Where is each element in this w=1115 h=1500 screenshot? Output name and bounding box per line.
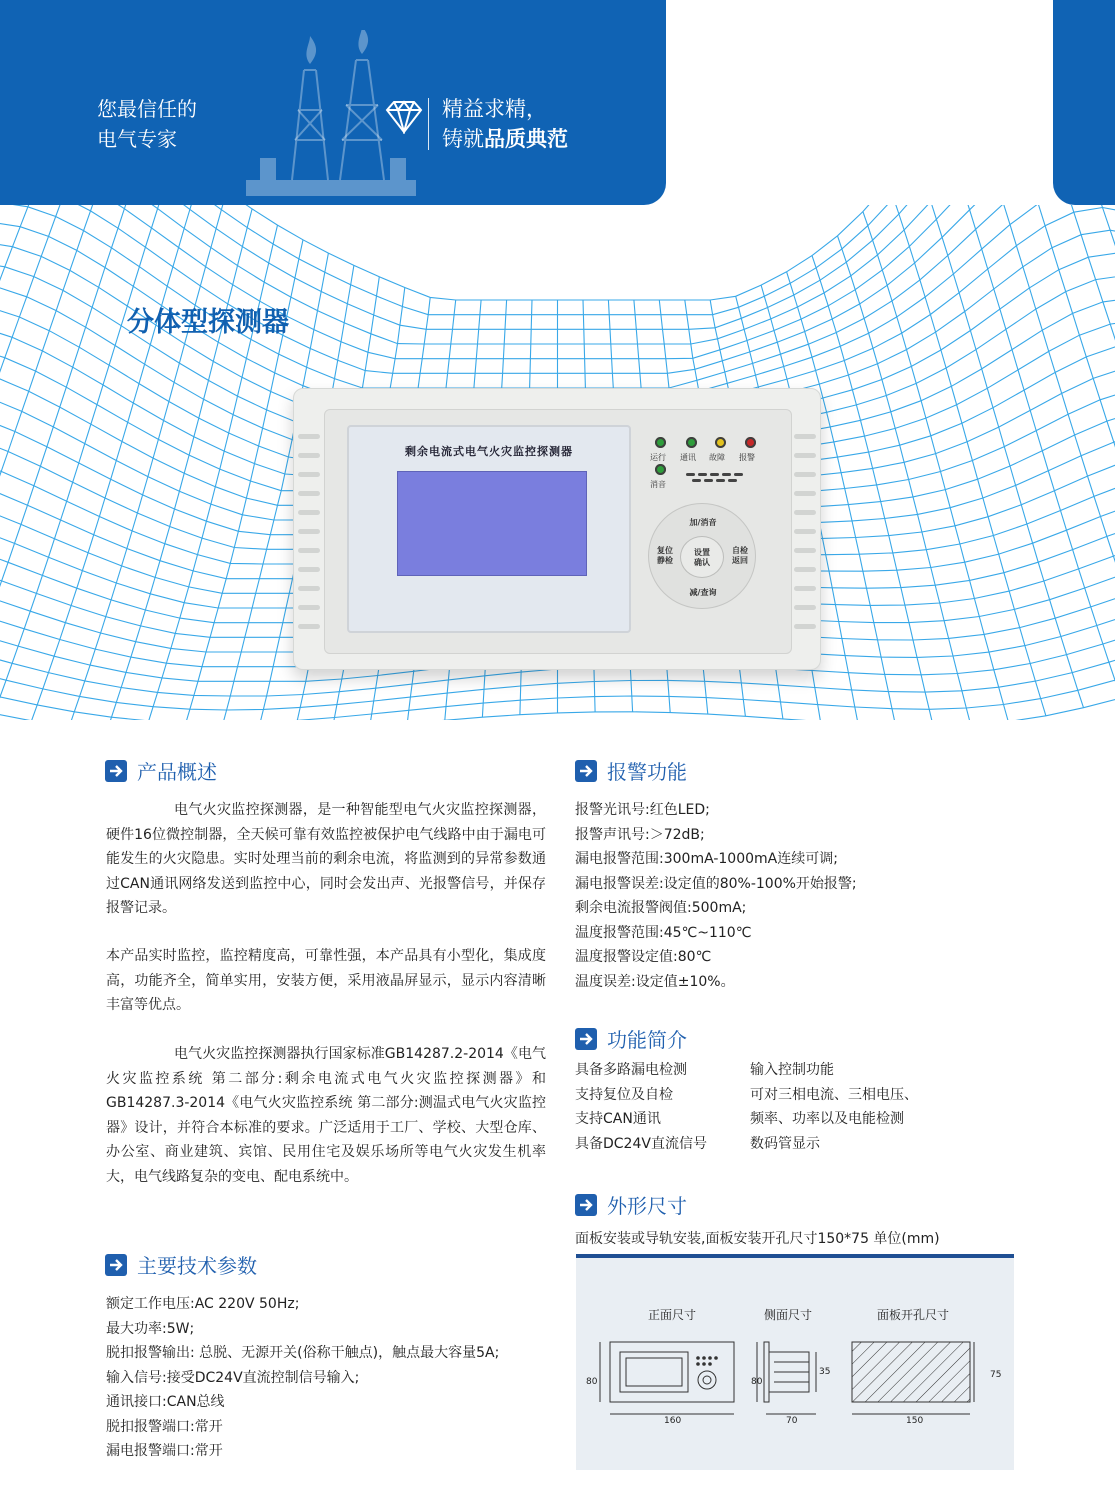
device-vent: [794, 434, 816, 439]
side-height-label: 80: [751, 1377, 763, 1387]
cutout-height-label: 75: [990, 1370, 1002, 1380]
dimensions-diagram: [576, 1254, 1014, 1470]
header-slogan: [442, 94, 568, 154]
section-alarm-title: 报警功能: [607, 760, 687, 784]
side-width-label: 70: [786, 1416, 798, 1426]
mesh-line: [914, 205, 1084, 708]
alarm-item: 温度报警范围:45℃~110℃: [575, 924, 752, 941]
slogan-prefix: 铸就: [442, 127, 484, 151]
device-vent: [794, 605, 816, 610]
button-up: 加/消音: [689, 518, 717, 527]
led-run: [655, 437, 666, 448]
function-item: 具备多路漏电检测: [575, 1062, 687, 1078]
slogan-bold: 品质典范: [484, 127, 568, 151]
section-overview-title: 产品概述: [137, 760, 217, 784]
device-vent: [298, 434, 320, 439]
led-label-fault: 故障: [709, 453, 725, 462]
mesh-line: [812, 256, 933, 727]
speaker-grille: [684, 471, 750, 485]
front-width-label: 160: [664, 1416, 682, 1426]
button-left-line-2: 静检: [657, 556, 673, 565]
device-vent: [794, 491, 816, 496]
led-label-mute: 消音: [650, 480, 666, 489]
label-side-view: 侧面尺寸: [764, 1308, 813, 1322]
section-functions-heading: [575, 1024, 687, 1053]
device-screen-frame: [347, 425, 631, 633]
function-item: 支持复位及自检: [575, 1086, 673, 1103]
alarm-item: 温度误差:设定值±10%。: [575, 973, 735, 990]
led-alarm: [745, 437, 756, 448]
diamond-icon: [385, 100, 423, 134]
tech-params-list: [106, 1292, 546, 1464]
device-vent: [298, 624, 320, 629]
dimensions-caption: 面板安装或导轨安装,面板安装开孔尺寸150*75 单位(mm): [575, 1231, 940, 1247]
mesh-line: [990, 205, 1115, 678]
arrow-right-icon: [575, 1194, 597, 1216]
tech-param-item: 脱扣报警端口:常开: [106, 1418, 223, 1435]
mesh-line: [0, 205, 125, 697]
slogan-line-1: 精益求精，: [442, 97, 547, 121]
function-item: 输入控制功能: [750, 1062, 834, 1078]
front-height-label: 80: [586, 1377, 598, 1387]
alarm-item: 报警声讯号:＞72dB;: [575, 826, 705, 843]
header-tagline: [97, 94, 197, 154]
arrow-right-icon: [575, 1028, 597, 1050]
function-item: 频率、功率以及电能检测: [750, 1111, 904, 1127]
button-left-line-1: 复位: [657, 546, 673, 555]
side-inner-label: 35: [819, 1367, 831, 1377]
cutout-width-label: 150: [906, 1416, 924, 1426]
tech-param-item: 最大功率:5W;: [106, 1320, 195, 1337]
tech-param-item: 通讯接口:CAN总线: [106, 1394, 225, 1410]
tech-param-item: 脱扣报警输出: 总脱、无源开关(俗称干触点)，触点最大容量5A;: [106, 1345, 500, 1361]
button-down: 减/查询: [689, 588, 717, 597]
device-vent: [298, 491, 320, 496]
button-right-line-2: 返回: [732, 556, 748, 565]
button-center: [680, 536, 724, 578]
device-vent: [298, 453, 320, 458]
device-vent: [794, 624, 816, 629]
function-item: 支持CAN通讯: [575, 1111, 661, 1127]
mesh-line: [1016, 205, 1115, 670]
device-vent: [298, 586, 320, 591]
device-vent: [794, 453, 816, 458]
device-vent: [298, 605, 320, 610]
button-center-label: [681, 548, 723, 568]
alarm-item: 漏电报警范围:300mA-1000mA连续可调;: [575, 851, 838, 867]
tech-param-item: 额定工作电压:AC 220V 50Hz;: [106, 1296, 300, 1312]
mesh-line: [0, 205, 1115, 315]
function-item: 具备DC24V直流信号: [575, 1135, 707, 1152]
header-divider: [428, 98, 429, 150]
arrow-right-icon: [575, 760, 597, 782]
device-vent: [298, 472, 320, 477]
overview-paragraph-1: 电气火灾监控探测器，是一种智能型电气火灾监控探测器，硬件16位微控制器，全天候可靠有效监控被保护电气线路中由于漏电可能发生的火灾隐患。实时处理当前的剩余电流，将监测到的异常参数通过CAN通讯网络发送到监控中心，同时会发出声、光报警信号，并保存报警记录。: [106, 802, 546, 916]
led-mute: [655, 464, 666, 475]
device-vent: [794, 529, 816, 534]
dimension-drawings: [576, 1258, 1014, 1470]
overview-paragraph-2: 本产品实时监控，监控精度高，可靠性强，本产品具有小型化，集成度高，功能齐全，简单实用，安装方便，采用液晶屏显示，显示内容清晰丰富等优点。: [106, 948, 546, 1013]
button-right-line-1: 自检: [732, 546, 748, 555]
function-item: 数码管显示: [750, 1135, 820, 1152]
device-vent: [298, 548, 320, 553]
section-dimensions-title: 外形尺寸: [607, 1194, 687, 1218]
button-center-line-2: 确认: [694, 558, 710, 567]
slogan-line-2: [442, 124, 568, 154]
button-right: [728, 546, 752, 566]
lcd-display: [397, 471, 587, 576]
tech-param-item: 漏电报警端口:常开: [106, 1443, 223, 1459]
section-overview-heading: [105, 756, 217, 785]
button-left: [653, 546, 677, 566]
led-label-alarm: 报警: [739, 453, 755, 462]
header-banner-right: [1053, 0, 1115, 205]
alarm-item: 报警光讯号:红色LED;: [575, 802, 710, 818]
device-vent: [298, 510, 320, 515]
alarm-item: 剩余电流报警阀值:500mA;: [575, 900, 747, 916]
led-label-comm: 通讯: [680, 453, 696, 462]
led-label-run: 运行: [650, 453, 666, 462]
arrow-right-icon: [105, 1254, 127, 1276]
device-vent: [794, 567, 816, 572]
tagline-line-1: 您最信任的: [97, 97, 197, 121]
label-cutout-view: 面板开孔尺寸: [877, 1308, 950, 1322]
device-vent: [298, 529, 320, 534]
device-vent: [794, 472, 816, 477]
led-fault: [715, 437, 726, 448]
mesh-line: [0, 205, 74, 684]
section-dimensions-heading: [575, 1190, 687, 1219]
device-vent: [794, 510, 816, 515]
section-tech-title: 主要技术参数: [137, 1254, 257, 1278]
device-vent: [298, 567, 320, 572]
device-screen-title: 剩余电流式电气火灾监控探测器: [405, 445, 573, 458]
section-tech-heading: [105, 1250, 257, 1279]
functions-col-2: [750, 1058, 1010, 1156]
detector-device-image: [293, 388, 821, 670]
tagline-line-2: 电气专家: [97, 127, 177, 151]
alarm-item: 温度报警设定值:80℃: [575, 949, 712, 965]
overview-paragraph-3: 电气火灾监控探测器执行国家标准GB14287.2-2014《电气火灾监控系统 第二部分:剩余电流式电气火灾监控探测器》和GB14287.3-2014《电气火灾监控系统 第二部分:测温式电气火灾监控器》设计，并符合本标准的要求。广泛适用于工厂、学校、大型仓库、办公室、商业建筑、宾馆、民用住宅及娱乐场所等电气火灾发生机率大，电气线路复杂的变电、配电系统中。: [106, 1046, 546, 1185]
device-vent: [794, 586, 816, 591]
alarm-item: 漏电报警误差:设定值的80%-100%开始报警;: [575, 875, 857, 892]
mesh-line: [0, 205, 150, 706]
alarm-list: [575, 798, 1015, 994]
section-alarm-heading: [575, 756, 687, 785]
function-item: 可对三相电流、三相电压、: [750, 1086, 918, 1103]
tech-param-item: 输入信号:接受DC24V直流控制信号输入;: [106, 1369, 360, 1386]
product-title: 分体型探测器: [127, 307, 289, 338]
navigation-dpad: [648, 503, 756, 609]
button-center-line-1: 设置: [694, 548, 710, 557]
section-functions-title: 功能简介: [607, 1028, 687, 1052]
arrow-right-icon: [105, 760, 127, 782]
led-comm: [686, 437, 697, 448]
label-front-view: 正面尺寸: [648, 1308, 697, 1322]
mesh-line: [32, 205, 202, 721]
functions-col-1: [575, 1058, 745, 1156]
device-vent: [794, 548, 816, 553]
